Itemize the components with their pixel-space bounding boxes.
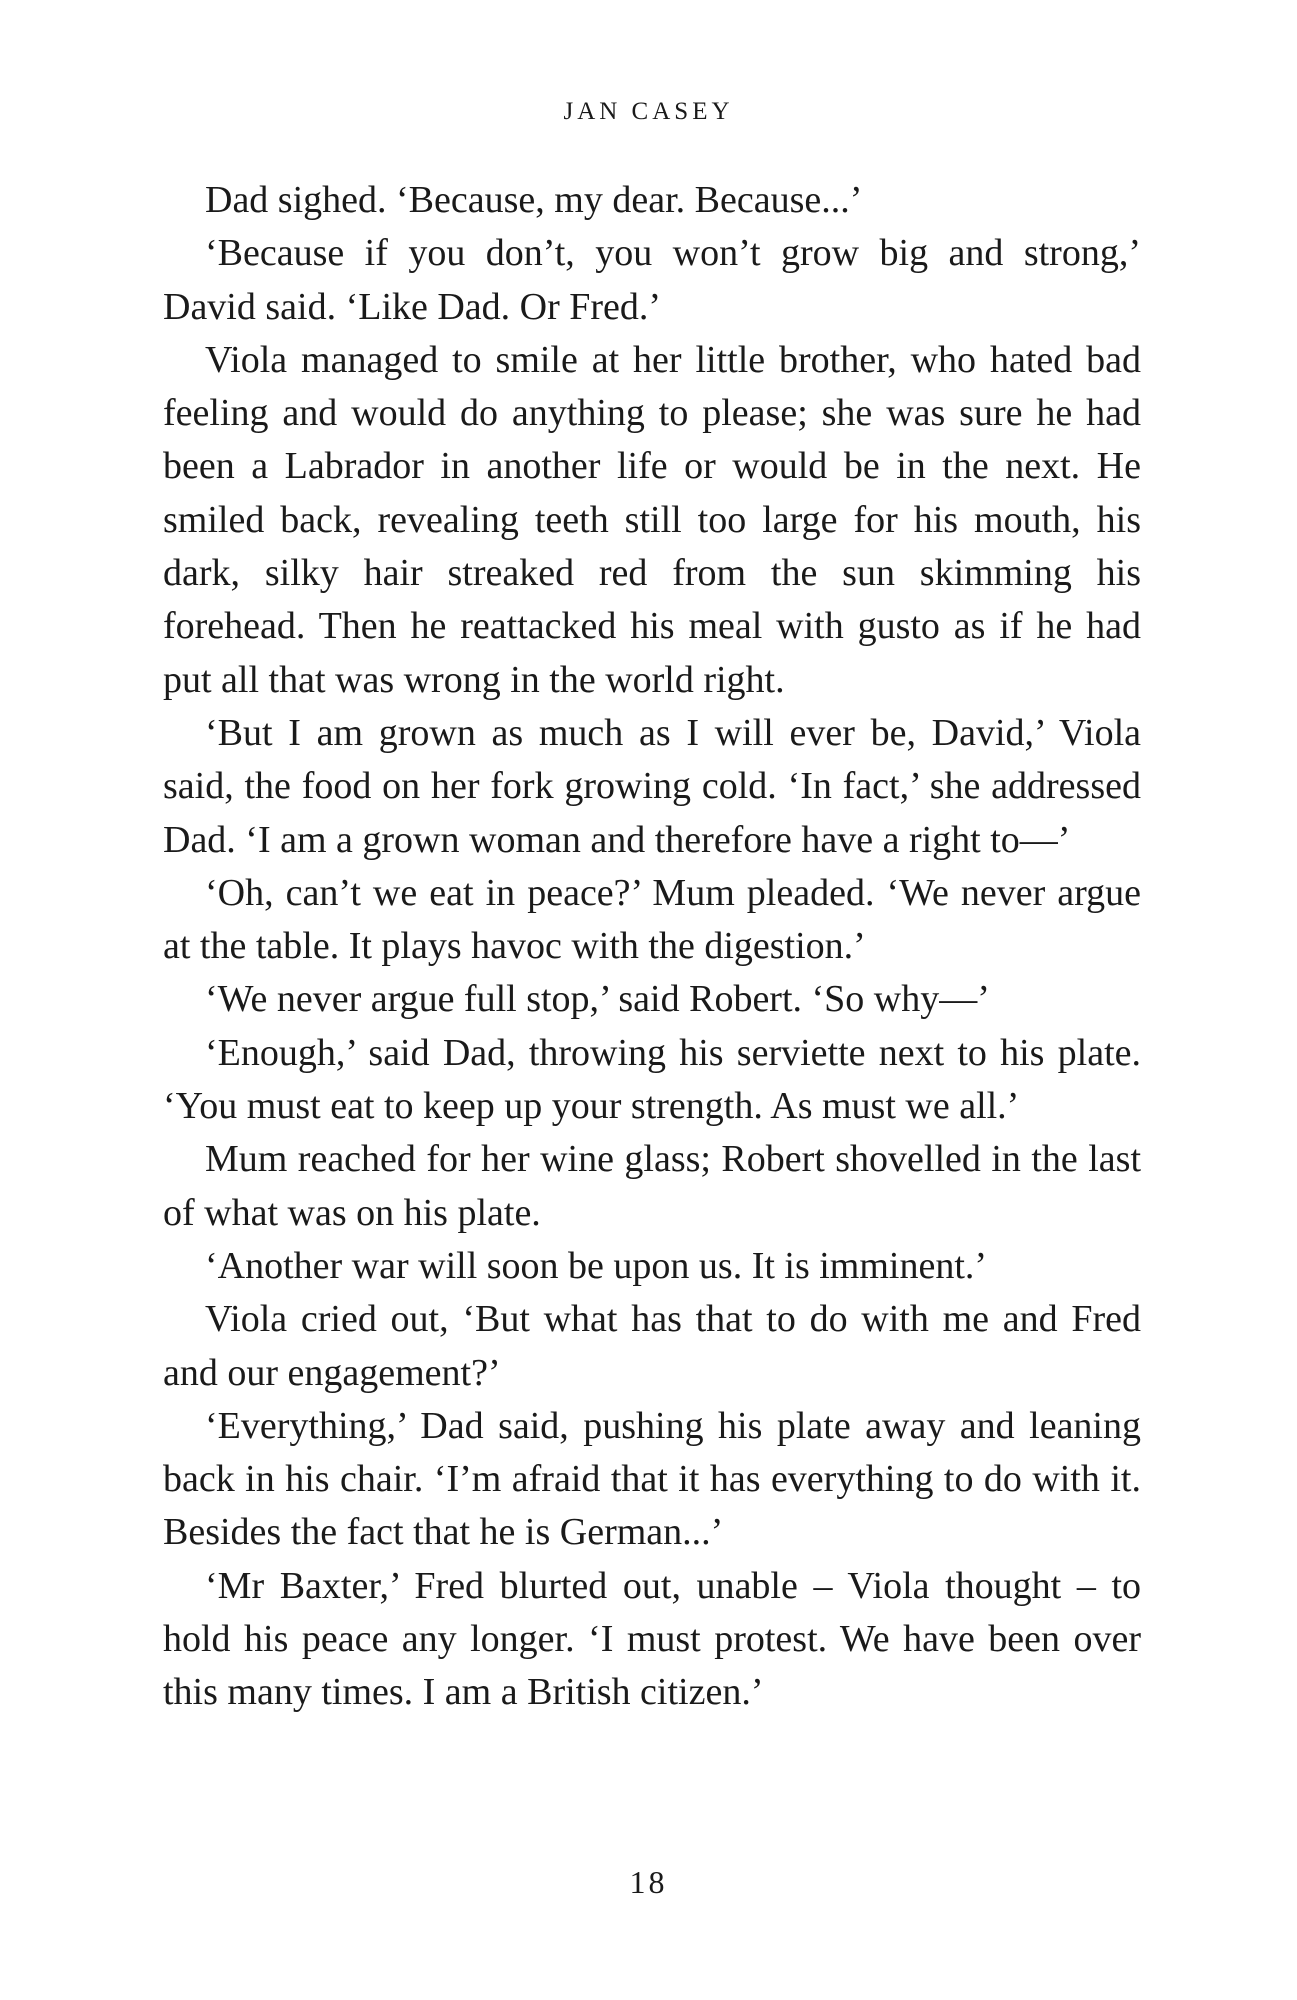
paragraph: Viola managed to smile at her little brother, who hated bad feeling and would do anything to please; she was sure he had been a Labrador in another life or would be in the next. He smiled back, revealing teeth still too large for his mouth, his dark, silky hair streaked red from the sun skimming his forehead. Then he reattacked his meal with gusto as if he had put all that was wrong in the world right. bbox=[163, 338, 1141, 701]
paragraph: ‘Because if you don’t, you won’t grow big and strong,’ David said. ‘Like Dad. Or Fred.’ bbox=[163, 232, 1141, 328]
paragraph: ‘Mr Baxter,’ Fred blurted out, unable – Viola thought – to hold his peace any longer. ‘I must protest. We have been over this many times. I am a British citizen.’ bbox=[163, 1564, 1141, 1714]
paragraph: ‘We never argue full stop,’ said Robert. ‘So why—’ bbox=[205, 978, 990, 1021]
paragraph: ‘Another war will soon be upon us. It is imminent.’ bbox=[205, 1244, 988, 1287]
running-head: JAN CASEY bbox=[563, 98, 734, 125]
paragraph: ‘Enough,’ said Dad, throwing his serviette next to his plate. ‘You must eat to keep up your strength. As must we all.’ bbox=[163, 1031, 1141, 1128]
paragraph: ‘But I am grown as much as I will ever be, David,’ Viola said, the food on her fork growing cold. ‘In fact,’ she addressed Dad. ‘I am a grown woman and therefore have a right to—’ bbox=[163, 711, 1141, 861]
paragraph: Dad sighed. ‘Because, my dear. Because...’ bbox=[205, 179, 863, 221]
paragraph: ‘Everything,’ Dad said, pushing his plate away and leaning back in his chair. ‘I’m afraid that it has everything to do with it. Besides the fact that he is German...’ bbox=[163, 1404, 1141, 1554]
body-text bbox=[163, 174, 1141, 1720]
page-number: 18 bbox=[629, 1864, 668, 1900]
paragraph: ‘Oh, can’t we eat in peace?’ Mum pleaded. ‘We never argue at the table. It plays havoc with the digestion.’ bbox=[163, 871, 1141, 968]
paragraph: Mum reached for her wine glass; Robert shovelled in the last of what was on his plate. bbox=[163, 1138, 1141, 1234]
paragraph: Viola cried out, ‘But what has that to do with me and Fred and our engagement?’ bbox=[163, 1298, 1141, 1394]
